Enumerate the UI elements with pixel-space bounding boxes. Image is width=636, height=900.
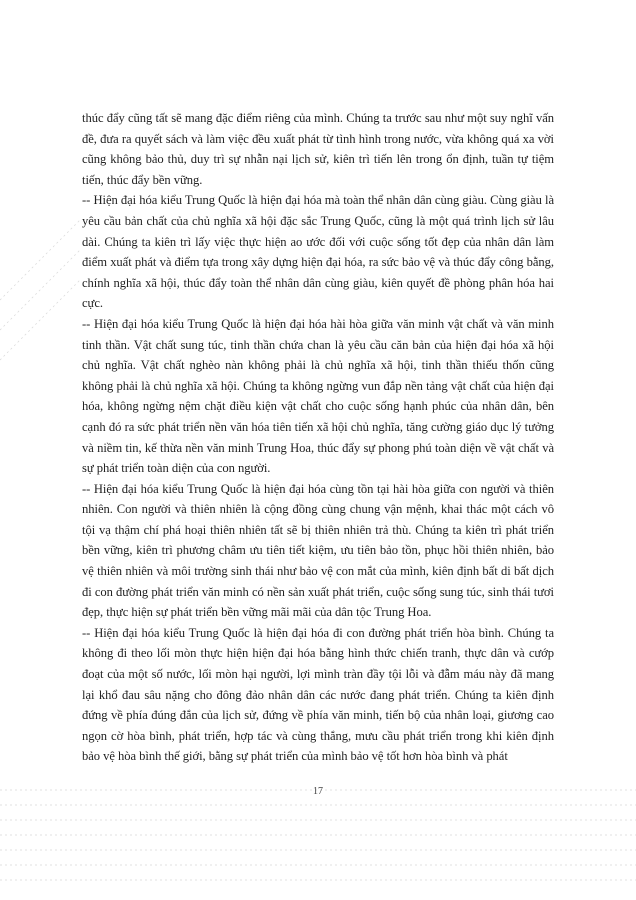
page-number: 17: [313, 786, 323, 797]
paragraph-human-nature: -- Hiện đại hóa kiểu Trung Quốc là hiện đại hóa cùng tồn tại hài hòa giữa con người và thiên nhiên. Con người và thiên nhiên là cộng đồng cùng chung vận mệnh, khai thác một cách vô tội vạ thậm chí phá hoại thiên nhiên tất sẽ bị thiên nhiên trả thù. Chúng ta kiên trì phát triển bền vững, kiên trì phương châm ưu tiên tiết kiệm, ưu tiên bảo tồn, phục hồi thiên nhiên, bảo vệ thiên nhiên và môi trường sinh thái như bảo vệ con mắt của mình, kiên định bất di bất dịch đi con đường phát triển văn minh có nền sản xuất phát triển, cuộc sống sung túc, sinh thái tươi đẹp, thực hiện sự phát triển bền vững mãi mãi của dân tộc Trung Hoa.: [82, 481, 554, 620]
paragraph-continuation: thúc đẩy cũng tất sẽ mang đặc điểm riêng của mình. Chúng ta trước sau như một suy nghĩ vấn đề, đưa ra quyết sách và làm việc đều xuất phát từ tình hình trong nước, vừa không quá xa vời cũng không bảo thủ, duy trì sự nhẫn nại lịch sử, kiên trì tiến lên trong ổn định, tuần tự tiệm tiến, thúc đẩy bền vững.: [82, 111, 554, 187]
paragraph-peaceful-development: -- Hiện đại hóa kiểu Trung Quốc là hiện đại hóa đi con đường phát triển hòa bình. Chúng ta không đi theo lối mòn thực hiện hiện đại hóa bằng hình thức chiến tranh, thực dân và cướp đoạt của một số nước, lối mòn hại người, lợi mình tràn đầy tội lỗi và đẫm máu này đã mang lại khổ đau sâu nặng cho đông đảo nhân dân các nước đang phát triển. Chúng ta kiên định đứng về phía đúng đắn của lịch sử, đứng về phía văn minh, tiến bộ của nhân loại, giương cao ngọn cờ hòa bình, phát triển, hợp tác và cùng thắng, mưu cầu phát triển trong khi kiên định bảo vệ hòa bình thế giới, bằng sự phát triển của mình bảo vệ tốt hơn hòa bình và phát: [82, 625, 554, 764]
body-text: [82, 108, 554, 767]
paragraph-material-spiritual: -- Hiện đại hóa kiểu Trung Quốc là hiện đại hóa hài hòa giữa văn minh vật chất và văn minh tinh thần. Vật chất sung túc, tinh thần chứa chan là yêu cầu căn bản của hiện đại hóa xã hội chủ nghĩa. Vật chất nghèo nàn không phải là chủ nghĩa xã hội, tinh thần thiếu thốn cũng không phải là chủ nghĩa xã hội. Chúng ta không ngừng vun đắp nền tảng vật chất của hiện đại hóa, không ngừng nệm chặt điều kiện vật chất cho cuộc sống hạnh phúc của nhân dân, bên cạnh đó ra sức phát triển nền văn hóa tiên tiến xã hội chủ nghĩa, tăng cường giáo dục lý tưởng và niềm tin, kế thừa nền văn minh Trung Hoa, thúc đẩy sự phong phú toàn diện về vật chất và sự phát triển toàn diện của con người.: [82, 316, 554, 476]
paragraph-common-prosperity: -- Hiện đại hóa kiểu Trung Quốc là hiện đại hóa mà toàn thể nhân dân cùng giàu. Cùng giàu là yêu cầu bản chất của chủ nghĩa xã hội đặc sắc Trung Quốc, cũng là một quá trình lịch sử lâu dài. Chúng ta kiên trì lấy việc thực hiện ao ước đối với cuộc sống tốt đẹp của nhân dân làm điểm xuất phát và điểm tựa trong xây dựng hiện đại hóa, ra sức bảo vệ và thúc đẩy công bằng, chính nghĩa xã hội, thúc đẩy toàn thể nhân dân cùng giàu, kiên quyết đề phòng phân hóa hai cực.: [82, 193, 554, 311]
